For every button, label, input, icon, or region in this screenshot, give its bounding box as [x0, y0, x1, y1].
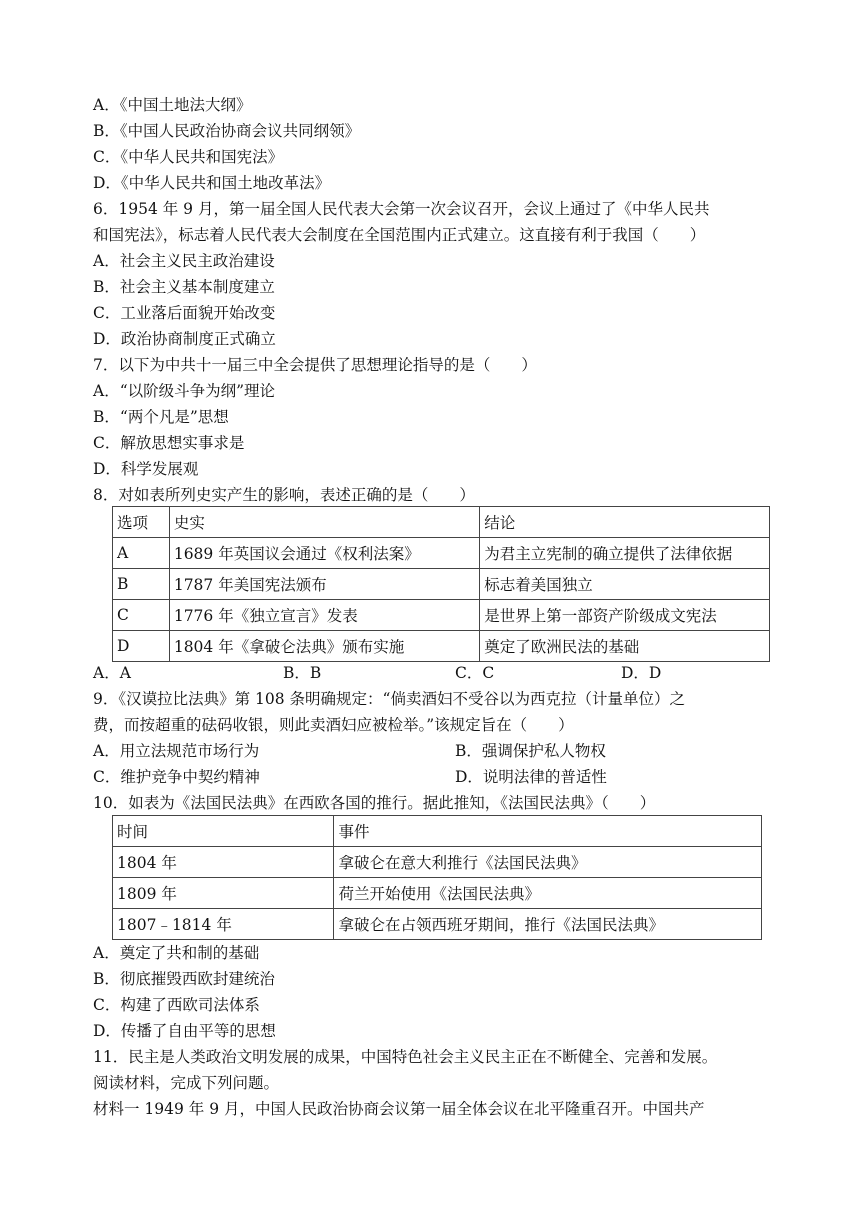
table-header-cell: 事件 — [334, 816, 762, 847]
q7-option-c: C．解放思想实事求是 — [93, 434, 245, 452]
q8-stem: 8．对如表所列史实产生的影响，表述正确的是（ ） — [93, 486, 475, 504]
q9-stem-line2: 费，而按超重的砝码收银，则此卖酒妇应被检举。”该规定旨在（ ） — [93, 716, 574, 734]
q10-stem: 10．如表为《法国民法典》在西欧各国的推行。据此推知，《法国民法典》（ ） — [93, 794, 656, 812]
q8-option-c: C．C — [455, 664, 495, 682]
q6-option-c: C．工业落后面貌开始改变 — [93, 304, 276, 322]
q9-option-b: B．强调保护私人物权 — [455, 742, 606, 760]
table-cell: 1804 年 — [113, 847, 334, 878]
q6-option-d: D．政治协商制度正式确立 — [93, 330, 276, 348]
q9-option-a: A．用立法规范市场行为 — [93, 742, 260, 760]
q9-option-c: C．维护竞争中契约精神 — [93, 768, 260, 786]
table-cell: 1804 年《拿破仑法典》颁布实施 — [169, 631, 479, 662]
table-cell: 是世界上第一部资产阶级成文宪法 — [480, 600, 770, 631]
table-header-row — [113, 507, 770, 538]
q9-option-d: D．说明法律的普适性 — [455, 768, 607, 786]
table-cell: B — [113, 569, 170, 600]
table-cell: A — [113, 538, 170, 569]
table-cell: D — [113, 631, 170, 662]
q5-option-d: D．《中华人民共和国土地改革法》 — [93, 174, 331, 192]
q5-option-a: A．《中国土地法大纲》 — [93, 96, 252, 114]
table-row — [113, 847, 762, 878]
q6-option-b: B．社会主义基本制度建立 — [93, 278, 275, 296]
q10-option-c: C．构建了西欧司法体系 — [93, 996, 260, 1014]
table-cell: 荷兰开始使用《法国民法典》 — [334, 878, 762, 909]
table-cell: 1776 年《独立宣言》发表 — [169, 600, 479, 631]
q7-option-a: A．“以阶级斗争为纲”理论 — [93, 382, 276, 400]
table-row — [113, 569, 770, 600]
q8-table — [112, 506, 770, 662]
q10-option-b: B．彻底摧毁西欧封建统治 — [93, 970, 275, 988]
table-cell: 1787 年美国宪法颁布 — [169, 569, 479, 600]
table-row — [113, 878, 762, 909]
q10-option-a: A．奠定了共和制的基础 — [93, 944, 260, 962]
table-row — [113, 909, 762, 940]
table-header-cell: 选项 — [113, 507, 170, 538]
q9-stem-line1: 9．《汉谟拉比法典》第 108 条明确规定：“倘卖酒妇不受谷以为西克拉（计量单位）之 — [93, 690, 685, 708]
q5-option-c: C．《中华人民共和国宪法》 — [93, 148, 284, 166]
table-cell: 标志着美国独立 — [480, 569, 770, 600]
q10-table — [112, 815, 762, 940]
q6-option-a: A．社会主义民主政治建设 — [93, 252, 275, 270]
q7-stem: 7．以下为中共十一届三中全会提供了思想理论指导的是（ ） — [93, 356, 537, 374]
table-header-cell: 史实 — [169, 507, 479, 538]
q7-option-b: B．“两个凡是”思想 — [93, 408, 229, 426]
table-header-cell: 时间 — [113, 816, 334, 847]
table-cell: 拿破仑在意大利推行《法国民法典》 — [334, 847, 762, 878]
table-cell: 1689 年英国议会通过《权利法案》 — [169, 538, 479, 569]
table-row — [113, 600, 770, 631]
table-cell: 1809 年 — [113, 878, 334, 909]
table-cell: 1807﹣1814 年 — [113, 909, 334, 940]
table-cell: 拿破仑在占领西班牙期间，推行《法国民法典》 — [334, 909, 762, 940]
table-header-row — [113, 816, 762, 847]
q8-option-b: B．B — [283, 664, 322, 682]
table-row — [113, 631, 770, 662]
table-cell: C — [113, 600, 170, 631]
table-row — [113, 538, 770, 569]
table-header-cell: 结论 — [480, 507, 770, 538]
table-cell: 为君主立宪制的确立提供了法律依据 — [480, 538, 770, 569]
q8-option-d: D．D — [621, 664, 662, 682]
q10-option-d: D．传播了自由平等的思想 — [93, 1022, 276, 1040]
q6-stem-line2: 和国宪法》，标志着人民代表大会制度在全国范围内正式建立。这直接有利于我国（ ） — [93, 226, 706, 244]
q11-stem-line1: 11．民主是人类政治文明发展的成果，中国特色社会主义民主正在不断健全、完善和发展。 — [93, 1048, 718, 1066]
q11-stem-line2: 阅读材料，完成下列问题。 — [93, 1074, 280, 1092]
q8-option-a: A．A — [93, 664, 131, 682]
q7-option-d: D．科学发展观 — [93, 460, 199, 478]
table-cell: 奠定了欧洲民法的基础 — [480, 631, 770, 662]
q11-material-line1: 材料一 1949 年 9 月，中国人民政治协商会议第一届全体会议在北平隆重召开。中国共产 — [93, 1100, 705, 1118]
q5-option-b: B．《中国人民政治协商会议共同纲领》 — [93, 122, 361, 140]
q6-stem-line1: 6．1954 年 9 月，第一届全国人民代表大会第一次会议召开，会议上通过了《中华人民共 — [93, 200, 710, 218]
